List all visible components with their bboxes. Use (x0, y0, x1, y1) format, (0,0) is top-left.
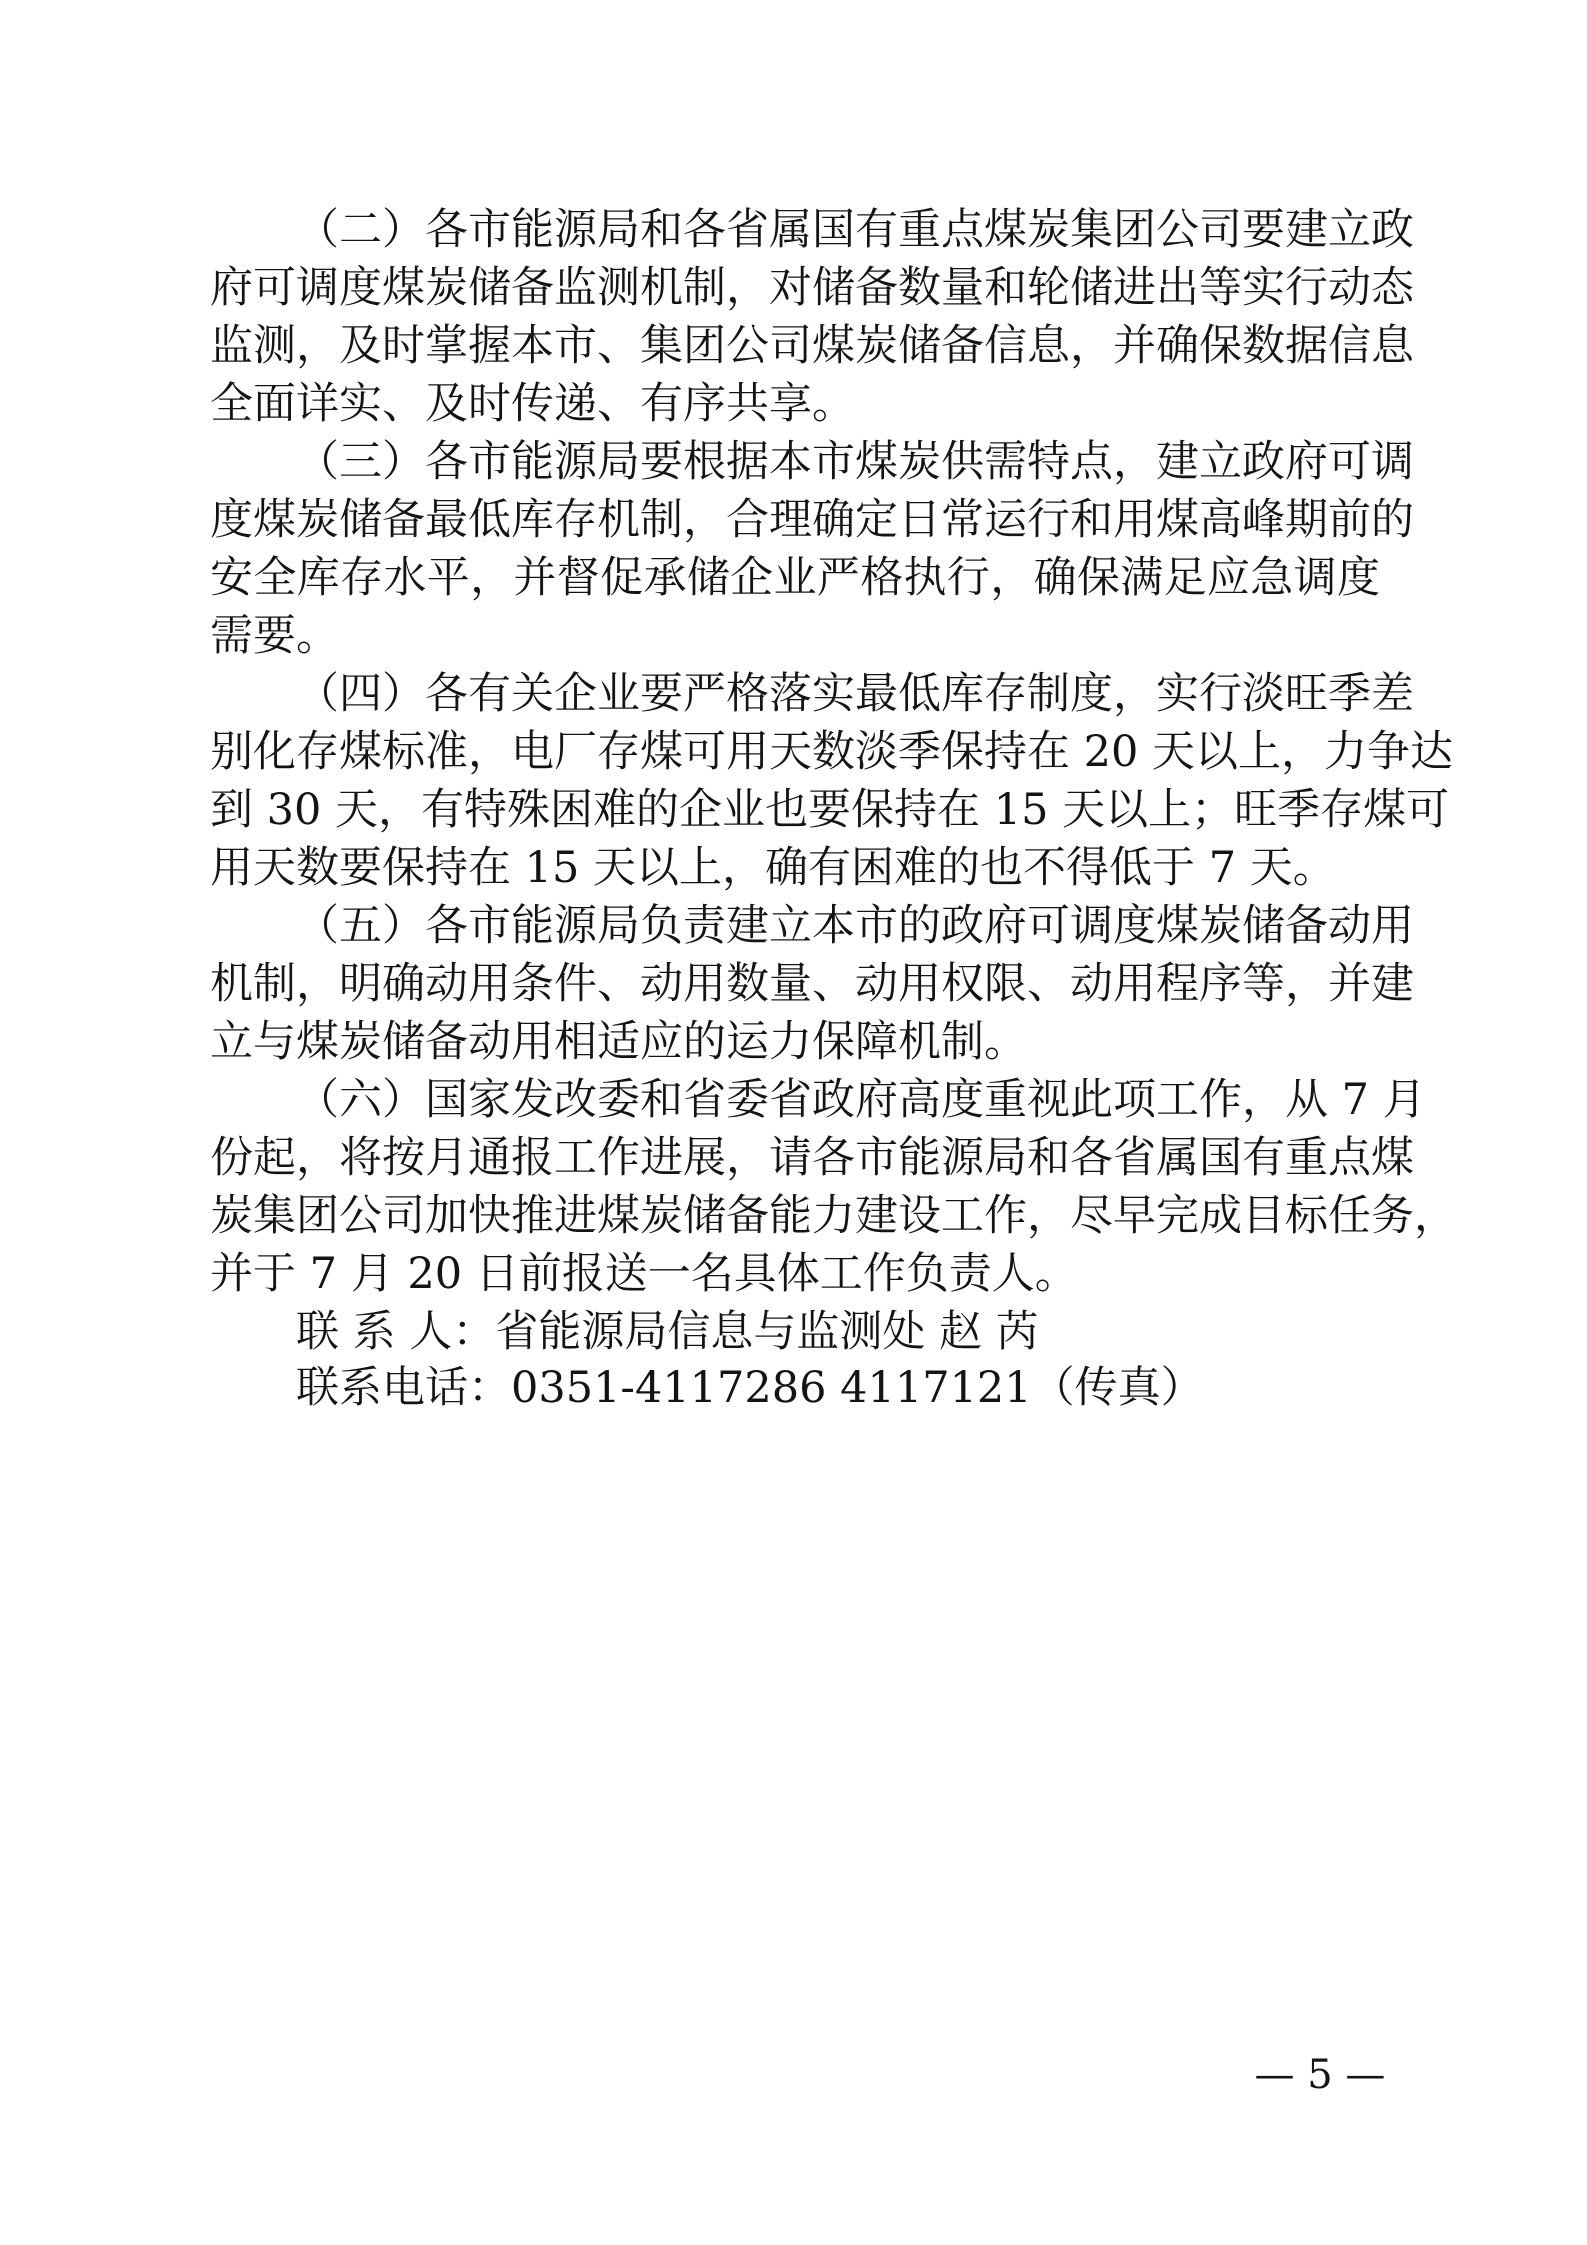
contact-phone-value: 0351-4117286 4117121（传真） (511, 1363, 1204, 1413)
paragraph-3-line-4: 需要。 (210, 611, 339, 661)
paragraph-4-line-3: 到 30 天，有特殊困难的企业也要保持在 15 天以上；旺季存煤可 (210, 785, 1450, 835)
contact-person-label: 联 系 人： (296, 1307, 496, 1357)
contact-person-line (296, 1304, 1204, 1360)
paragraph-4-line-4: 用天数要保持在 15 天以上，确有困难的也不得低于 7 天。 (210, 843, 1336, 893)
contact-person-value: 省能源局信息与监测处 赵 芮 (495, 1307, 1039, 1357)
paragraph-2-line-2: 府可调度煤炭储备监测机制，对储备数量和轮储进出等实行动态 (210, 263, 1414, 313)
contact-block (296, 1304, 1204, 1416)
paragraph-5-line-1: （五）各市能源局负责建立本市的政府可调度煤炭储备动用 (296, 901, 1414, 951)
paragraph-6-line-3: 炭集团公司加快推进煤炭储备能力建设工作，尽早完成目标任务， (210, 1191, 1457, 1241)
paragraph-6-line-4: 并于 7 月 20 日前报送一名具体工作负责人。 (210, 1249, 1078, 1299)
paragraph-2-line-4: 全面详实、及时传递、有序共享。 (210, 379, 855, 429)
paragraph-6-line-2: 份起，将按月通报工作进展，请各市能源局和各省属国有重点煤 (210, 1133, 1414, 1183)
paragraph-2-line-1: （二）各市能源局和各省属国有重点煤炭集团公司要建立政 (296, 205, 1414, 255)
paragraph-5-line-3: 立与煤炭储备动用相适应的运力保障机制。 (210, 1017, 1027, 1067)
paragraph-3-line-2: 度煤炭储备最低库存机制，合理确定日常运行和用煤高峰期前的 (210, 495, 1414, 545)
paragraph-6-line-1: （六）国家发改委和省委省政府高度重视此项工作，从 7 月 (296, 1075, 1426, 1125)
page-number: — 5 — (1254, 2052, 1386, 2098)
contact-phone-label: 联系电话： (296, 1363, 511, 1413)
paragraph-3-line-1: （三）各市能源局要根据本市煤炭供需特点，建立政府可调 (296, 437, 1414, 487)
paragraph-2-line-3: 监测，及时掌握本市、集团公司煤炭储备信息，并确保数据信息 (210, 321, 1414, 371)
contact-phone-line (296, 1360, 1204, 1416)
paragraph-4-line-1: （四）各有关企业要严格落实最低库存制度，实行淡旺季差 (296, 669, 1414, 719)
paragraph-4-line-2: 别化存煤标准，电厂存煤可用天数淡季保持在 20 天以上，力争达 (210, 727, 1454, 777)
paragraph-3-line-3: 安全库存水平，并督促承储企业严格执行，确保满足应急调度 (210, 553, 1380, 603)
paragraph-5-line-2: 机制，明确动用条件、动用数量、动用权限、动用程序等，并建 (210, 959, 1414, 1009)
